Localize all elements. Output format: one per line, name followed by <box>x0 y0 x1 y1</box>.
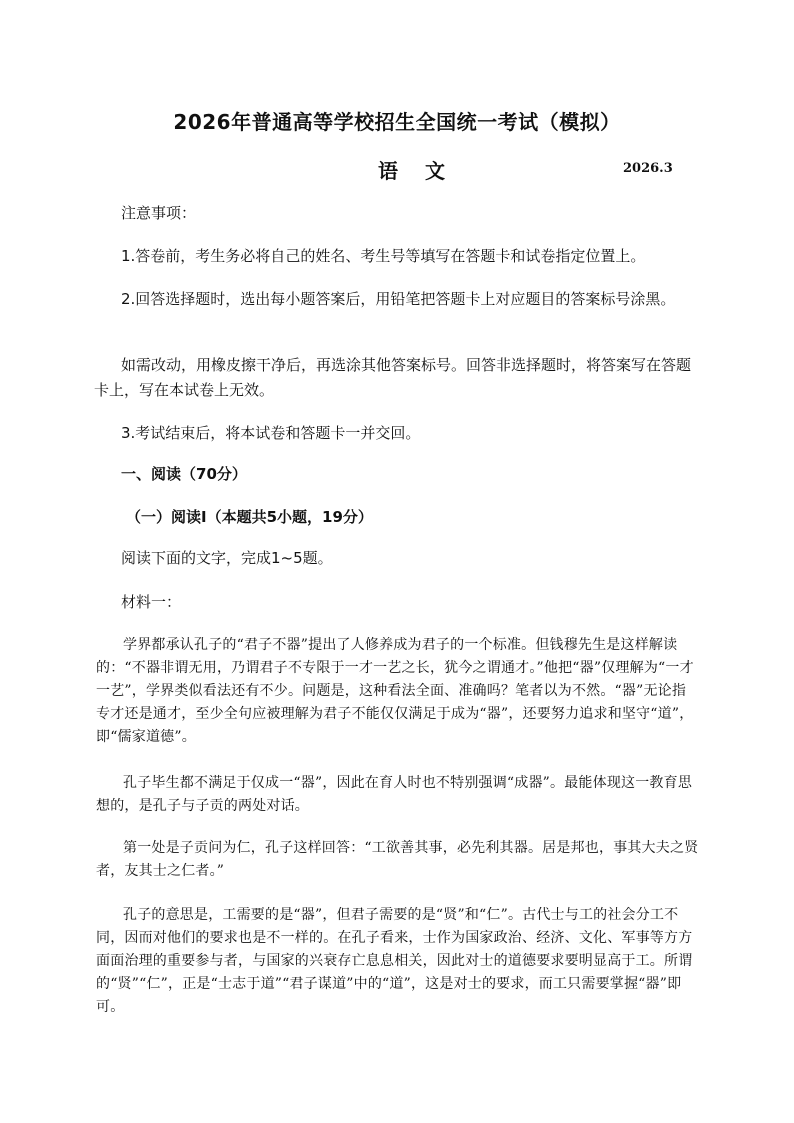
material-label: 材料一： <box>121 593 182 611</box>
exam-title: 2026年普通高等学校招生全国统一考试（模拟） <box>173 110 621 134</box>
notice-item-2-continued: 如需改动，用橡皮擦干净后，再选涂其他答案标号。回答非选择题时，将答案写在答题卡上，写在本试卷上无效。 <box>94 356 692 399</box>
passage-paragraph-4: 孔子的意思是，工需要的是“器”，但君子需要的是“贤”和“仁”。古代士与工的社会分工不同，因而对他们的要求也是不一样的。在孔子看来，士作为国家政治、经济、文化、军事等方方面面治理的重要参与者，与国家的兴衰存亡息息相关，因此对士的道德要求要明显高于工。所谓的“贤”“仁”，正是“士志于道”“君子谋道”中的“道”，这是对士的要求，而工只需要掌握“器”即可。 <box>96 907 693 1015</box>
subsection-heading: （一）阅读Ⅰ（本题共5小题，19分） <box>126 508 373 526</box>
passage-paragraph-2: 孔子毕生都不满足于仅成一“器”，因此在育人时也不特别强调“成器”。最能体现这一教育思想的，是孔子与子贡的两处对话。 <box>96 775 693 814</box>
notice-item-2: 2.回答选择题时，选出每小题答案后，用铅笔把答题卡上对应题目的答案标号涂黑。 <box>121 290 676 308</box>
notice-item-1: 1.答卷前，考生务必将自己的姓名、考生号等填写在答题卡和试卷指定位置上。 <box>121 247 646 265</box>
passage-paragraph-1: 学界都承认孔子的“君子不器”提出了人修养成为君子的一个标准。但钱穆先生是这样解读的：“不器非谓无用，乃谓君子不专限于一才一艺之长，犹今之谓通才。”他把“器”仅理解为“一才一艺”，学界类似看法还有不少。问题是，这种看法全面、准确吗？笔者以为不然。“器”无论指专才还是通才，至少全句应被理解为君子不能仅仅满足于成为“器”，还要努力追求和坚守“道”，即“儒家道德”。 <box>96 637 694 745</box>
passage-paragraph-3: 第一处是子贡问为仁，孔子这样回答：“工欲善其事，必先利其器。居是邦也，事其大夫之贤者，友其士之仁者。” <box>96 840 699 879</box>
reading-instruction: 阅读下面的文字，完成1~5题。 <box>121 549 333 567</box>
part1-heading: 一、阅读（70分） <box>121 465 247 483</box>
notice-item-3: 3.考试结束后，将本试卷和答题卡一并交回。 <box>121 424 421 442</box>
notice-heading: 注意事项： <box>121 204 197 222</box>
subject-title: 语 文 <box>378 159 455 183</box>
exam-date: 2026.3 <box>623 161 673 176</box>
